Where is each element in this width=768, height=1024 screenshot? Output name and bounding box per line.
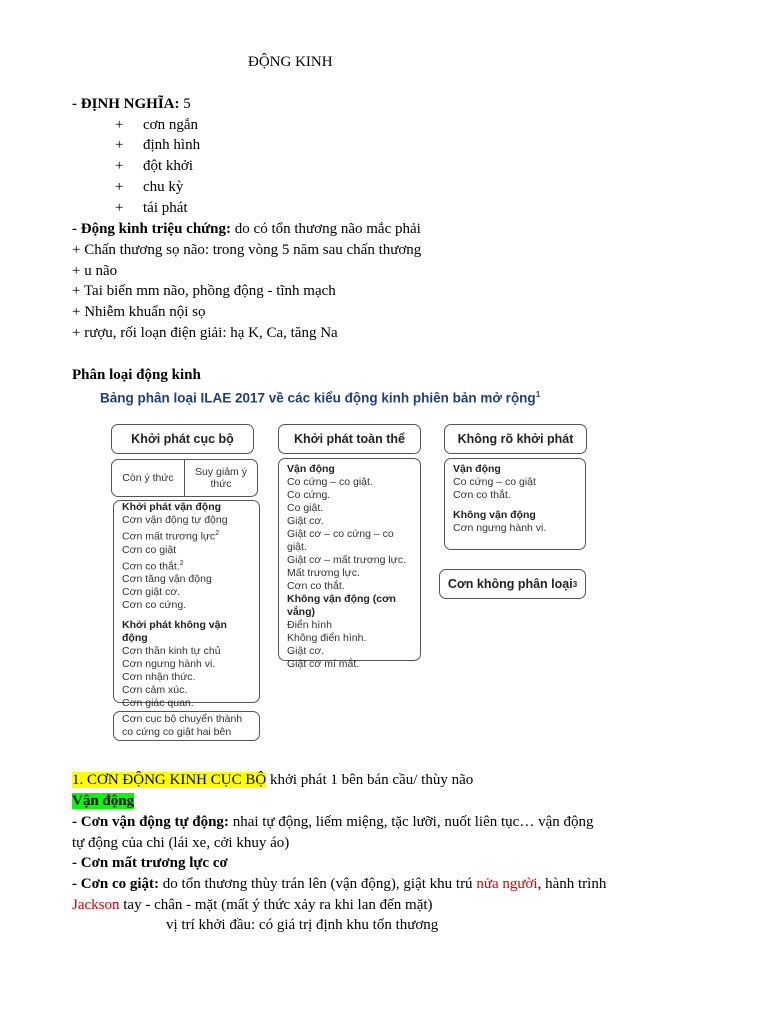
aware-label: Còn ý thức — [112, 460, 185, 496]
diagram-list-item: Cơn ngưng hành vi. — [453, 522, 547, 534]
motor-label-line — [72, 791, 134, 811]
generalized-motor-heading: Vận động — [287, 463, 335, 475]
cause-item: + u não — [72, 263, 118, 279]
diagram-list-item: Không điển hình. — [287, 632, 367, 644]
diagram-list-item: Cơn co thắt.$^2$ — [122, 559, 184, 572]
diagram-list-item: Co giật. — [287, 502, 324, 514]
definition-count: 5 — [179, 96, 191, 112]
focal-types-box — [113, 500, 260, 709]
generalized-nonmotor-heading: Không vận động (cơn vắng) — [287, 593, 396, 618]
diagram-list-item: Cơn cảm xúc. — [122, 684, 188, 696]
diagram-list-item: Giật cơ. — [287, 515, 325, 527]
unknown-nonmotor-list — [453, 522, 577, 535]
automatism-line-2: tự động của chi (lái xe, cởi khuy áo) — [72, 835, 290, 851]
clonic-line-3: vị trí khởi đầu: có giá trị định khu tổn thương — [166, 917, 439, 933]
unclassified-label: Cơn không phân loại — [447, 577, 573, 591]
definition-item: + tái phát — [115, 200, 188, 216]
generalized-motor-list — [287, 476, 412, 593]
impaired-awareness-label: Suy giảm ý thức — [195, 466, 247, 490]
focal-onset-header: Khởi phát cục bộ — [111, 424, 254, 454]
clonic-label: - Cơn co giật: — [72, 876, 160, 892]
generalized-onset-header: Khởi phát toàn thể — [278, 424, 421, 454]
unknown-motor-heading: Vận động — [453, 463, 501, 475]
diagram-list-item: Cơn co cứng. — [122, 599, 187, 611]
diagram-list-item: Cơn ngưng hành vi. — [122, 658, 216, 670]
diagram-list-item: Cơn nhận thức. — [122, 671, 196, 683]
cause-item: + rượu, rối loạn điện giải: hạ K, Ca, tăng Na — [72, 325, 338, 341]
diagram-list-item: Cơn tăng vận động — [122, 573, 212, 585]
atonic-label: - Cơn mất trương lực cơ — [72, 855, 228, 871]
definition-item: + chu kỳ — [115, 179, 184, 195]
section1-heading-line: 1. CƠN ĐỘNG KINH CỤC BỘ khởi phát 1 bên bán cầu/ thùy não — [72, 772, 474, 788]
diagram-list-item: Cơn thần kinh tự chủ — [122, 645, 221, 657]
cause-item: + Chấn thương sọ não: trong vòng 5 năm sau chấn thương — [72, 242, 422, 258]
automatism-line: - Cơn vận động tự động: nhai tự động, liếm miệng, tặc lưỡi, nuốt liên tục… vận động — [72, 814, 594, 830]
awareness-box — [111, 459, 258, 497]
unknown-onset-header: Không rõ khởi phát — [444, 424, 587, 454]
clonic-line-2: Jackson tay - chân - mặt (mất ý thức xảy ra khi lan đến mặt) — [72, 897, 433, 913]
page-title: ĐỘNG KINH — [248, 54, 333, 70]
generalized-types-box — [278, 458, 421, 670]
diagram-list-item: Mất trương lực. — [287, 567, 360, 579]
motor-label: Vận động — [72, 793, 135, 809]
automatism-label: - Cơn vận động tự động: — [72, 814, 229, 830]
focal-to-bilateral-text: Cơn cục bộ chuyển thành co cứng co giật hai bên — [122, 713, 243, 738]
focal-nonmotor-heading: Khởi phát không vận động — [122, 619, 227, 644]
classification-heading: Phân loại động kinh — [72, 367, 201, 383]
unclassified-box: Cơn không phân loại 3 — [439, 569, 586, 599]
diagram-list-item: Cơn giật cơ. — [122, 586, 181, 598]
diagram-list-item: Cơn giác quan. — [122, 697, 194, 709]
cause-item: + Nhiễm khuẩn nội sọ — [72, 304, 206, 320]
cause-item: + Tai biến mm não, phồng động - tĩnh mạch — [72, 283, 336, 299]
unknown-nonmotor-heading: Không vận động — [453, 509, 536, 521]
definition-label: - ĐỊNH NGHĨA: — [72, 96, 180, 112]
symptomatic-label: - Động kinh triệu chứng: — [72, 221, 232, 237]
diagram-list-item: Cơn co giật — [122, 543, 177, 556]
clonic-line: - Cơn co giật: do tổn thương thùy trán lên (vận động), giật khu trú nửa người, hành trình — [72, 876, 607, 892]
symptomatic-line: - Động kinh triệu chứng: do có tổn thương não mắc phải — [72, 221, 421, 237]
definition-item: + cơn ngắn — [115, 117, 198, 133]
diagram-list-item: Co cứng. — [287, 489, 331, 501]
diagram-list-item: Điển hình — [287, 619, 332, 631]
hemibody-text: nửa người — [476, 876, 538, 892]
focal-motor-heading: Khởi phát vận động — [122, 501, 222, 513]
diagram-list-item: Giật cơ – co cứng – co giật. — [287, 528, 394, 553]
diagram-list-item: Giật cơ. — [287, 645, 325, 657]
focal-nonmotor-list — [122, 645, 251, 710]
unknown-motor-list — [453, 476, 577, 502]
section1-heading: 1. CƠN ĐỘNG KINH CỤC BỘ — [72, 772, 267, 788]
unknown-types-box — [444, 458, 586, 550]
diagram-list-item: Cơn vận động tự động — [122, 514, 228, 526]
diagram-list-item: Giật cơ mí mắt. — [287, 658, 360, 670]
generalized-nonmotor-list — [287, 619, 412, 671]
definition-item: + định hình — [115, 137, 201, 153]
diagram-list-item: Cơn co thắt. — [453, 489, 511, 501]
diagram-list-item: Co cứng – co giật. — [287, 476, 373, 488]
definition-item: + đột khởi — [115, 158, 194, 174]
jackson-text: Jackson — [72, 897, 120, 913]
diagram-list-item: Cơn co thắt. — [287, 580, 345, 592]
diagram-list-item: Giật cơ – mất trương lực. — [287, 554, 406, 566]
diagram-list-item: Co cứng – co giật — [453, 476, 536, 488]
focal-motor-list — [122, 514, 251, 612]
diagram-title: Bảng phân loại ILAE 2017 về các kiểu động kinh phiên bản mở rộng$^1$ — [100, 390, 541, 406]
focal-to-bilateral-box — [113, 711, 260, 741]
diagram-list-item: Cơn mất trương lực$^2$ — [122, 530, 220, 543]
